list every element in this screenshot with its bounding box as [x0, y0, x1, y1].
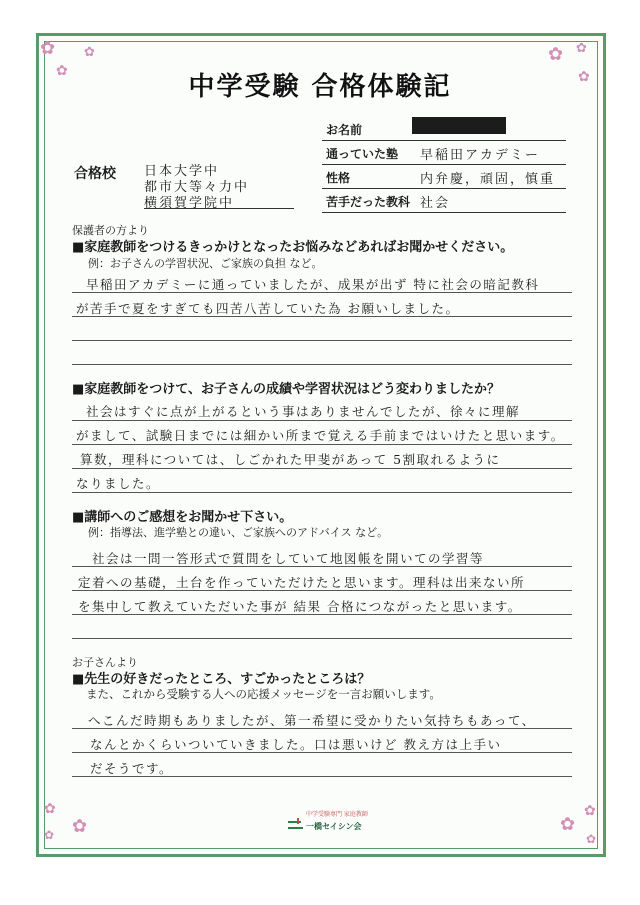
question-3-title: ■講師へのご感想をお聞かせ下さい。 — [72, 510, 293, 525]
answer-2-line: 社会はすぐに点が上がるという事はありませんでしたが、徐々に理解 — [86, 404, 521, 419]
flower-icon: ✿ — [44, 828, 55, 842]
ruled-line — [72, 444, 572, 445]
flower-icon: ✿ — [560, 814, 576, 835]
answer-1-line: 早稲田アカデミーに通っていましたが、成果が出ず 特に社会の暗記教科 — [86, 277, 540, 292]
child-header: お子さんより — [72, 656, 138, 669]
weak-subject-label: 苦手だった教科 — [326, 195, 411, 209]
question-3-example: 例：指導法、進学塾との違い、ご家族へのアドバイス など。 — [88, 526, 389, 539]
question-2-title: ■家庭教師をつけて、お子さんの成績や学習状況はどう変わりましたか？ — [72, 382, 501, 397]
question-1-example: 例：お子さんの学習状況、ご家族の負担 など。 — [88, 257, 323, 270]
juku-label: 通っていた塾 — [326, 147, 399, 161]
school-name: 都市大等々力中 — [144, 180, 250, 195]
flower-icon: ✿ — [584, 803, 596, 819]
answer-3-line: を集中して教えていただいた事が 結果 合格につながったと思います。 — [78, 599, 522, 614]
question-1-title: ■家庭教師をつけるきっかけとなったお悩みなどあればお聞かせください。 — [72, 240, 514, 255]
school-underline — [144, 208, 294, 209]
personality-row — [322, 166, 566, 189]
personality-value: 内弁慶，頑固，慎重 — [420, 172, 556, 187]
answer-1-line: が苦手で夏をすぎても四苦八苦していた為 お願いしました。 — [76, 301, 460, 316]
personality-label: 性格 — [326, 171, 351, 185]
flower-icon: ✿ — [586, 832, 597, 846]
ruled-line — [72, 420, 572, 421]
ruled-line — [72, 364, 572, 365]
answer-4-line: へこんだ時期もありましたが、第一希望に受かりたい気持ちもあって、 — [88, 713, 536, 728]
school-label: 合格校 — [74, 166, 116, 182]
question-4-title: ■先生の好きだったところ、すごかったところは？ — [72, 672, 371, 687]
footer-tagline: 中学受験専門 家庭教師 — [306, 811, 368, 818]
flower-icon: ✿ — [56, 63, 68, 79]
flower-icon: ✿ — [84, 45, 95, 60]
answer-2-line: なりました。 — [76, 476, 161, 491]
footer-brand: 一橋セイシン会 — [306, 822, 362, 831]
logo-icon — [288, 818, 304, 832]
juku-value: 早稲田アカデミー — [420, 148, 540, 163]
school-name: 日本大学中 — [144, 164, 220, 179]
name-label: お名前 — [326, 123, 363, 137]
parent-header: 保護者の方より — [72, 224, 149, 237]
answer-4-line: なんとかくらいついていきました。口は悪いけど 教え方は上手い — [90, 737, 502, 752]
flower-icon: ✿ — [72, 816, 88, 837]
name-redaction — [412, 117, 506, 134]
ruled-line — [72, 492, 572, 493]
page-title: 中学受験 合格体験記 — [188, 72, 452, 102]
flower-icon: ✿ — [576, 41, 587, 56]
flower-icon: ✿ — [548, 44, 564, 65]
ruled-line — [72, 340, 572, 341]
answer-4-line: だそうです。 — [90, 761, 174, 776]
answer-2-line: 算数，理科については、しごかれた甲斐があって 5割取れるように — [80, 452, 501, 467]
flower-icon: ✿ — [578, 69, 590, 85]
answer-3-line: 社会は一問一答形式で質問をしていて地図帳を開いての学習等 — [92, 551, 485, 566]
flower-icon: ✿ — [40, 38, 56, 59]
juku-row — [322, 142, 566, 165]
ruled-line — [72, 468, 572, 469]
answer-3-line: 定着への基礎，土台を作っていただけたと思います。理科は出来ない所 — [78, 575, 526, 590]
school-name: 横須賀学院中 — [144, 196, 235, 211]
answer-2-line: がまして、試験日までには細かい所まで覚える手前まではいけたと思います。 — [76, 428, 565, 443]
ruled-line — [72, 638, 572, 639]
weak-subject-row — [322, 190, 566, 213]
flower-icon: ✿ — [44, 801, 56, 817]
question-4-subtitle: また、これから受験する人への応援メッセージを一言お願いします。 — [86, 687, 441, 701]
weak-subject-value: 社会 — [420, 196, 451, 211]
